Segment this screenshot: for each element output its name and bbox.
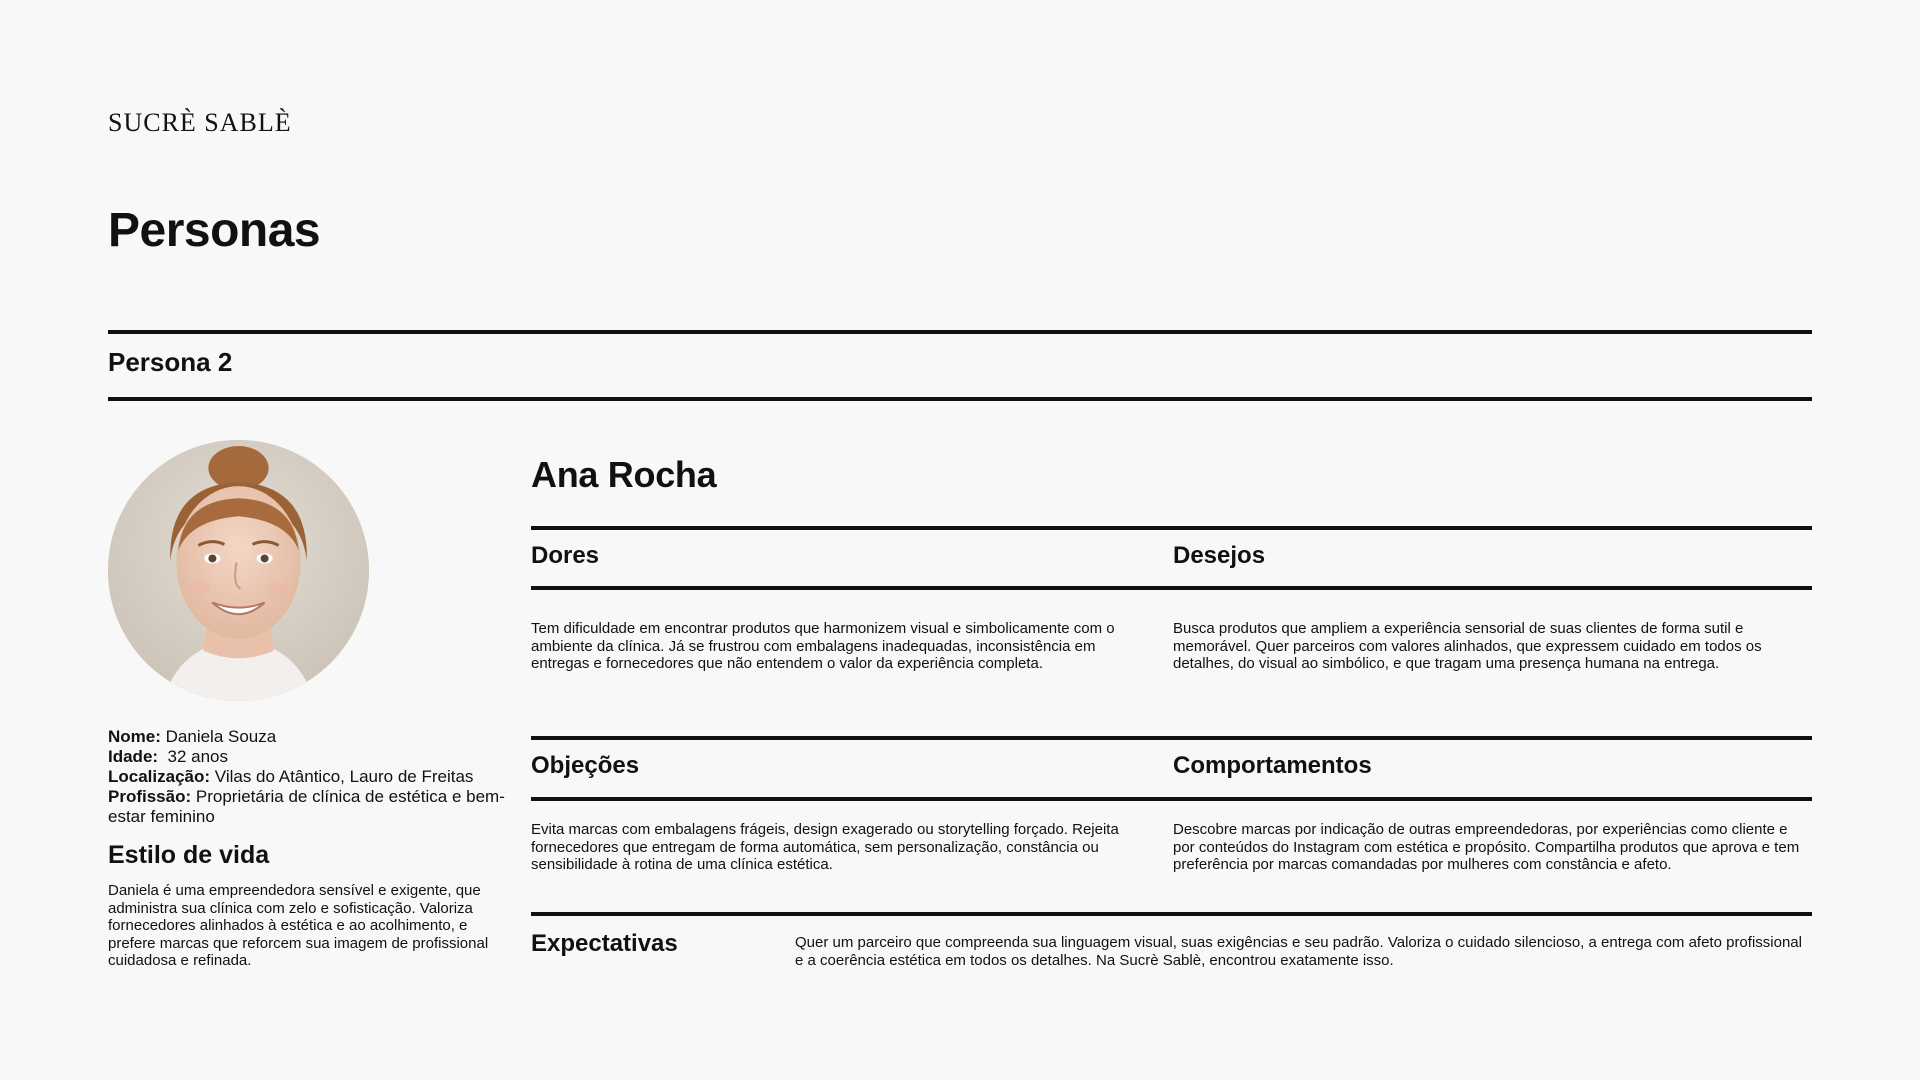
- persona-details: [108, 727, 508, 827]
- objecoes-title: Objeções: [531, 752, 640, 779]
- divider: [108, 397, 1812, 401]
- lifestyle-text: Daniela é uma empreendedora sensível e exigente, que administra sua clínica com zelo e sofisticação. Valoriza fornecedores alinhados à estética e ao acolhimento, e prefere marcas que reforcem sua imagem de profissional cuidadosa e refinada.: [108, 882, 489, 970]
- divider: [531, 912, 1812, 916]
- desejos-text: Busca produtos que ampliem a experiência sensorial de suas clientes de forma sutil e memorável. Quer parceiros com valores alinhados, que expressem cuidado em todos os detalhes, do visual ao simbólico, e que tragam uma presença humana na entrega.: [1173, 620, 1762, 673]
- detail-value: Proprietária de clínica de estética e bem-estar feminino: [108, 787, 505, 826]
- divider: [531, 797, 1812, 801]
- detail-label: Localização:: [108, 767, 211, 786]
- dores-title: Dores: [531, 542, 600, 569]
- comportamentos-title: Comportamentos: [1173, 752, 1372, 779]
- comportamentos-text: Descobre marcas por indicação de outras empreendedoras, por experiências como cliente e por conteúdos do Instagram com estética e propósito. Compartilha produtos que aprova e tem preferência por marcas comandadas por mulheres com constância e afeto.: [1173, 821, 1800, 874]
- detail-value: Daniela Souza: [165, 727, 277, 746]
- divider: [531, 526, 1812, 530]
- persona-photo: [108, 440, 369, 701]
- divider: [531, 586, 1812, 590]
- detail-name: [108, 727, 508, 747]
- detail-profession: [108, 787, 508, 827]
- detail-value: Vilas do Atântico, Lauro de Freitas: [214, 767, 474, 786]
- detail-age: [108, 747, 508, 767]
- detail-label: Profissão:: [108, 787, 192, 806]
- page-title: Personas: [108, 204, 321, 257]
- objecoes-text: Evita marcas com embalagens frágeis, design exagerado ou storytelling forçado. Rejeita fornecedores que entregam de forma automática, sem personalização, constância ou sensibilidade à rotina de uma clínica estética.: [531, 821, 1119, 874]
- expectativas-title: Expectativas: [531, 930, 678, 957]
- detail-label: Nome:: [108, 727, 161, 746]
- dores-text: Tem dificuldade em encontrar produtos que harmonizem visual e simbolicamente com o ambiente da clínica. Já se frustrou com embalagens inadequadas, inconsistência em entregas e fornecedores que não entendem o valor da experiência completa.: [531, 620, 1115, 673]
- desejos-title: Desejos: [1173, 542, 1266, 569]
- persona-section-label: Persona 2: [108, 347, 233, 377]
- expectativas-text: Quer um parceiro que compreenda sua linguagem visual, suas exigências e seu padrão. Valoriza o cuidado silencioso, a entrega com afeto profissional e a coerência estética em todos os detalhes. Na Sucrè Sablè, encontrou exatamente isso.: [795, 934, 1802, 969]
- brand-logo: SUCRÈ SABLÈ: [108, 108, 292, 137]
- divider: [531, 736, 1812, 740]
- detail-value: 32 anos: [167, 747, 229, 766]
- detail-location: [108, 767, 508, 787]
- detail-label: Idade:: [108, 747, 159, 766]
- lifestyle-title: Estilo de vida: [108, 841, 270, 869]
- persona-name: Ana Rocha: [531, 454, 717, 495]
- divider: [108, 330, 1812, 334]
- woman-portrait-photo-icon: [108, 440, 369, 701]
